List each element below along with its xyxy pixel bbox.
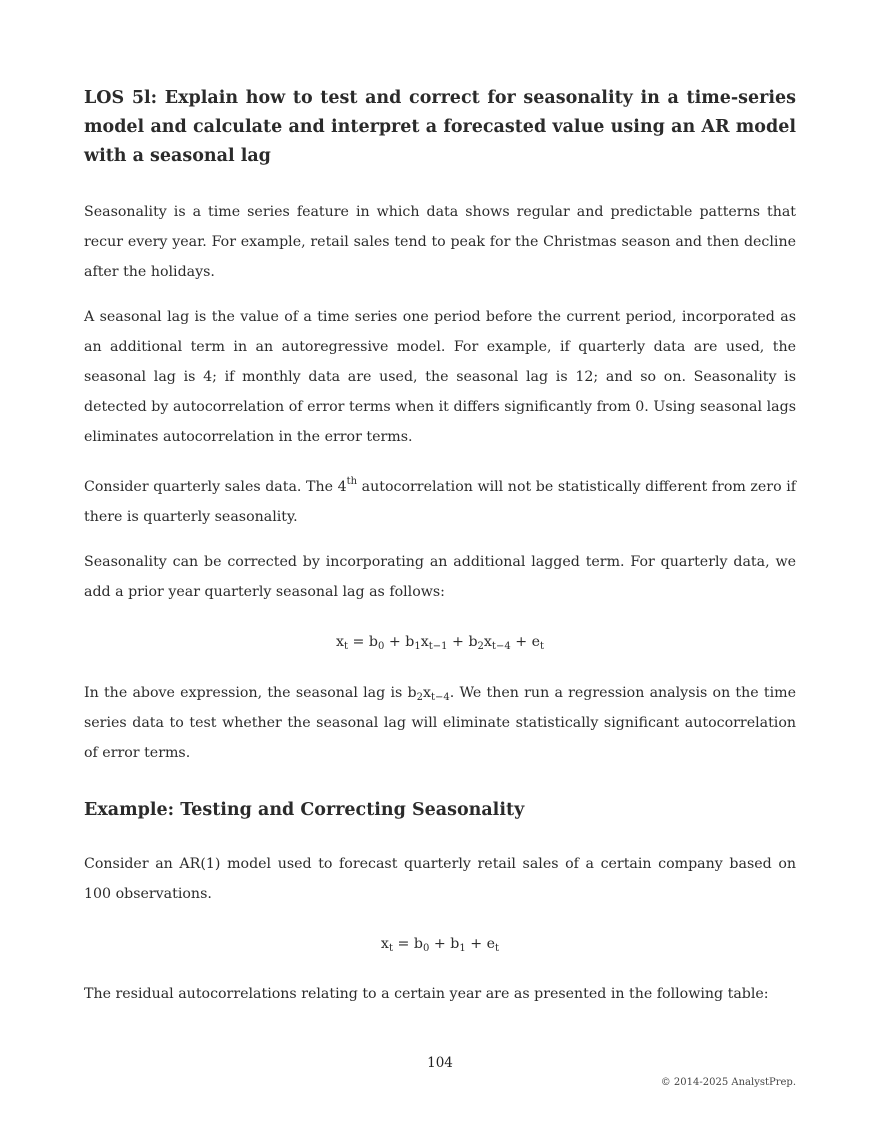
page-number: 104 xyxy=(427,1055,453,1071)
copyright-notice: © 2014-2025 AnalystPrep. xyxy=(660,1077,796,1088)
equation-seasonal-ar: $x_t = b_0 + b_1x_{t-1} + b_2x_{t-4} + e_t$ xyxy=(335,634,545,652)
p3-text-before: Consider quarterly sales data. The 4 xyxy=(84,479,347,495)
equation-ar1: $x_t = b_0 + b_1 + e_t$ xyxy=(380,936,500,954)
p3-text-after: autocorrelation will not be statistically different from zero if there is quarterly seasonality. xyxy=(84,479,796,525)
paragraph-ar1-model: Consider an AR(1) model used to forecast quarterly retail sales of a certain company based on 100 observations. xyxy=(84,856,796,902)
los-heading: LOS 5l: Explain how to test and correct for seasonality in a time-series model and calculate and interpret a forecasted value using an AR model with a seasonal lag xyxy=(84,88,796,166)
paragraph-quarterly-sales xyxy=(84,472,796,532)
example-heading: Example: Testing and Correcting Seasonality xyxy=(84,800,525,820)
paragraph-seasonality-definition: Seasonality is a time series feature in which data shows regular and predictable patterns that recur every year. For example, retail sales tend to peak for the Christmas season and then decline after the holidays. xyxy=(84,204,796,280)
p3-superscript: th xyxy=(346,476,358,487)
paragraph-residual-table-intro: The residual autocorrelations relating to a certain year are as presented in the following table: xyxy=(84,986,769,1002)
paragraph-correction: Seasonality can be corrected by incorporating an additional lagged term. For quarterly data, we add a prior year quarterly seasonal lag as follows: xyxy=(84,554,796,600)
paragraph-seasonal-lag: A seasonal lag is the value of a time series one period before the current period, incorporated as an additional term in an autoregressive model. For example, if quarterly data are used, the seasonal lag is 4; if monthly data are used, the seasonal lag is 12; and so on. Seasonality is detected by autocorrelation of error terms when it differs significantly from 0. Using seasonal lags eliminates autocorrelation in the error terms. xyxy=(84,309,796,445)
paragraph-expression-explanation: In the above expression, the seasonal lag is $b_2x_{t-4}$. We then run a regression analysis on the time series data to test whether the seasonal lag will eliminate statistically significant autocorrelation of error terms. xyxy=(84,685,796,761)
